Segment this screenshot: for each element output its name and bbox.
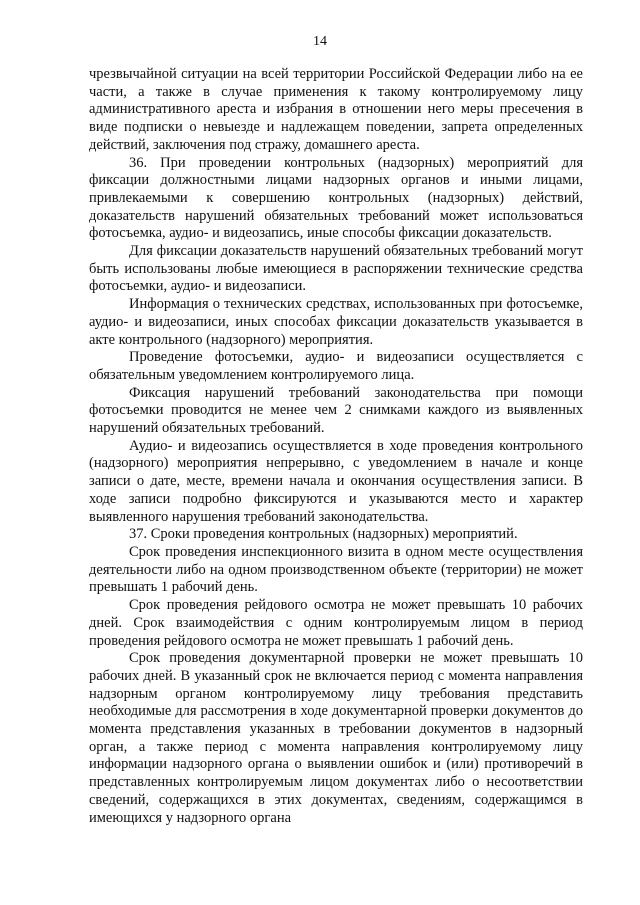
paragraph: Аудио- и видеозапись осуществляется в ходе проведения контрольного (надзорного) мероприятия непрерывно, с уведомлением в начале и конце записи о дате, месте, времени начала и окончания осуществления записи. В ходе записи подробно фиксируются и указываются место и характер выявленного нарушения требований законодательства. xyxy=(89,437,583,525)
paragraph: Для фиксации доказательств нарушений обязательных требований могут быть использованы любые имеющиеся в распоряжении технические средства фотосъемки, аудио- и видеозаписи. xyxy=(89,243,583,295)
paragraph: 37. Сроки проведения контрольных (надзорных) мероприятий. xyxy=(129,526,518,543)
paragraph: Срок проведения документарной проверки не может превышать 10 рабочих дней. В указанный срок не включается период с момента направления надзорным органом контролируемому лицу требования представить необходимые для рассмотрения в ходе документарной проверки документов до момента представления указанных в требовании документов в надзорный орган, а также период с момента направления контролируемому лицу информации надзорного органа о выявлении ошибок и (или) противоречий в представленных контролируемым лицом документах либо о несоответствии сведений, содержащихся в этих документах, сведениям, содержащимся в имеющихся у надзорного органа xyxy=(89,650,583,826)
paragraph: Срок проведения рейдового осмотра не может превышать 10 рабочих дней. Срок взаимодействия с одним контролируемым лицом в период проведения рейдового осмотра не может превышать 1 рабочий день. xyxy=(89,597,583,649)
page-number: 14 xyxy=(313,34,327,49)
paragraph: чрезвычайной ситуации на всей территории Российской Федерации либо на ее части, а также в случае применения к такому контролируемому лицу административного ареста и избрания в отношении него меры пресечения в виде подписки о невыезде и надлежащем поведении, запрета определенных действий, заключения под стражу, домашнего ареста. xyxy=(89,66,583,153)
paragraph: Проведение фотосъемки, аудио- и видеозаписи осуществляется с обязательным уведомлением контролируемого лица. xyxy=(89,349,583,383)
document-body xyxy=(89,66,583,827)
paragraph: Срок проведения инспекционного визита в одном месте осуществления деятельности либо на одном производственном объекте (территории) не может превышать 1 рабочий день. xyxy=(89,543,583,596)
paragraph: 36. При проведении контрольных (надзорных) мероприятий для фиксации должностными лицами надзорных органов и иными лицами, привлекаемыми к совершению контрольных (надзорных) действий, доказательств нарушений обязательных требований может использоваться фотосъемка, аудио- и видеозапись, иные способы фиксации доказательств. xyxy=(89,154,583,242)
paragraph: Информация о технических средствах, использованных при фотосъемке, аудио- и видеозаписи, иных способах фиксации доказательств указывается в акте контрольного (надзорного) мероприятия. xyxy=(89,296,583,348)
paragraph: Фиксация нарушений требований законодательства при помощи фотосъемки проводится не менее чем 2 снимками каждого из выявленных нарушений обязательных требований. xyxy=(89,384,583,437)
